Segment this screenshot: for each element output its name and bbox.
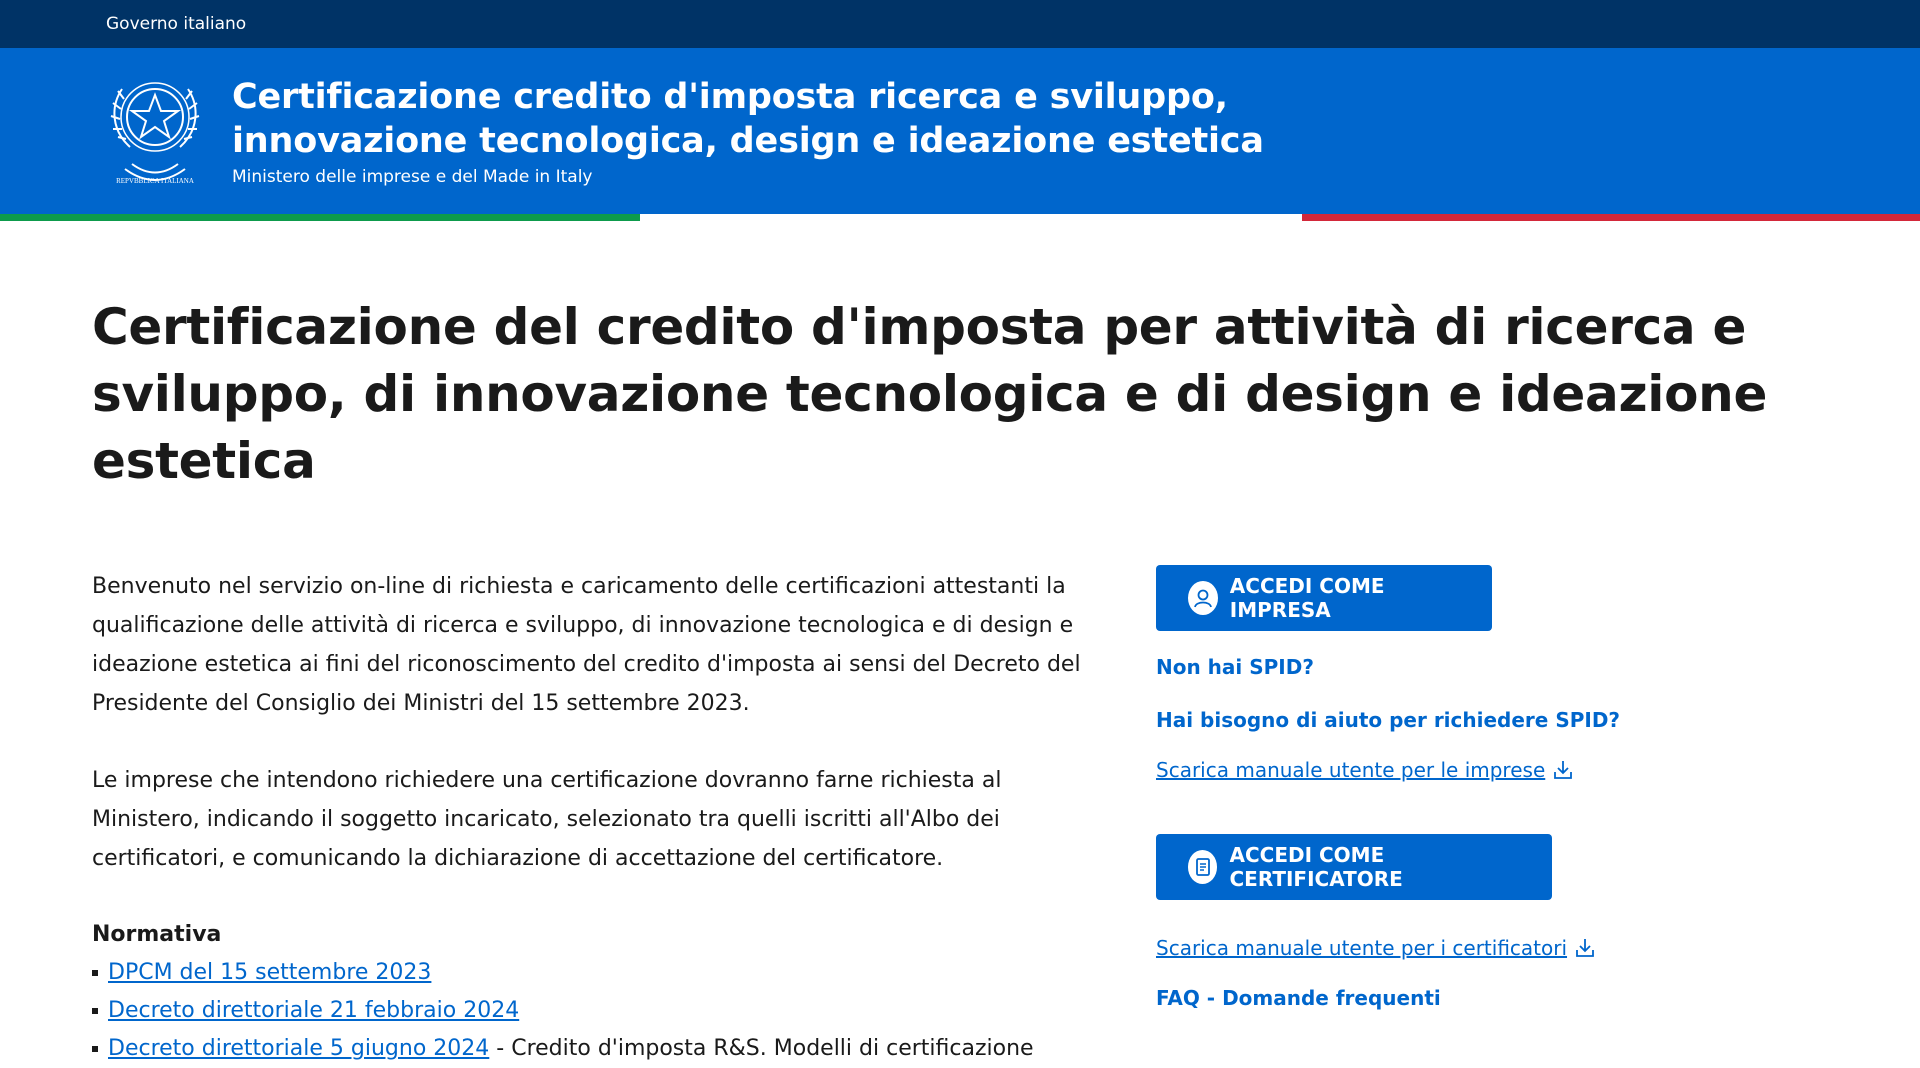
manuale-imprese-link[interactable] <box>1156 758 1575 782</box>
manuale-certificatori-link[interactable] <box>1156 936 1597 960</box>
intro-paragraph-1: Benvenuto nel servizio on-line di richiesta e caricamento delle certificazioni attestanti la qualificazione delle attività di ricerca e sviluppo, di innovazione tecnologica e di design e ideazione estetica ai fini del riconoscimento del credito d'imposta ai sensi del Decreto del Presidente del Consiglio dei Ministri del 15 settembre 2023. <box>92 574 1081 716</box>
brand-title-line2: innovazione tecnologica, design e ideazione estetica <box>232 121 1264 161</box>
aiuto-spid-link[interactable]: Hai bisogno di aiuto per richiedere SPID? <box>1156 708 1621 732</box>
intro-paragraph-2: Le imprese che intendono richiedere una certificazione dovranno farne richiesta al Ministero, indicando il soggetto incaricato, selezionato tra quelli iscritti all'Albo dei certificatori, e comunicando la dichiarazione di accettazione del certificatore. <box>92 768 1002 871</box>
page-title: Certificazione del credito d'imposta per attività di ricerca e sviluppo, di innovazione tecnologica e di design e ideazione estetica <box>92 298 1768 490</box>
slim-header <box>0 0 1920 48</box>
governo-italiano-link[interactable]: Governo italiano <box>106 14 247 34</box>
bullet-icon <box>92 1046 98 1052</box>
tricolor-bar <box>0 214 1920 221</box>
normativa-link-decreto-febbraio[interactable]: Decreto direttoriale 21 febbraio 2024 <box>108 998 520 1023</box>
bullet-icon <box>92 1008 98 1014</box>
tricolor-white <box>640 214 1302 221</box>
tricolor-green <box>0 214 640 221</box>
intro-column <box>92 567 1082 1068</box>
normativa-link-dpcm[interactable]: DPCM del 15 settembre 2023 <box>108 960 432 985</box>
bullet-icon <box>92 970 98 976</box>
tricolor-red <box>1302 214 1920 221</box>
user-icon <box>1188 581 1218 615</box>
faq-link[interactable]: FAQ - Domande frequenti <box>1156 986 1441 1010</box>
download-icon <box>1551 758 1575 782</box>
accedi-impresa-button[interactable] <box>1156 565 1492 631</box>
emblem-icon[interactable] <box>100 69 210 193</box>
manuale-imprese-label: Scarica manuale utente per le imprese <box>1156 758 1546 782</box>
access-column <box>1156 567 1676 1068</box>
normativa-item-description: - Credito d'imposta R&S. Modelli di certificazione <box>489 1036 1034 1061</box>
normativa-title: Normativa <box>92 922 222 947</box>
manuale-certificatori-label: Scarica manuale utente per i certificatori <box>1156 936 1568 960</box>
brand[interactable] <box>232 75 1264 187</box>
non-hai-spid-link[interactable]: Non hai SPID? <box>1156 655 1314 679</box>
main-content <box>0 567 1920 1068</box>
accedi-impresa-label: ACCEDI COME IMPRESA <box>1229 574 1385 622</box>
normativa-item <box>92 992 1082 1030</box>
normativa-link-decreto-giugno[interactable]: Decreto direttoriale 5 giugno 2024 <box>108 1036 490 1061</box>
brand-subtitle: Ministero delle imprese e del Made in Italy <box>232 167 593 187</box>
normativa-item <box>92 954 1082 992</box>
accedi-certificatore-label: ACCEDI COME CERTIFICATORE <box>1229 843 1403 891</box>
accedi-certificatore-button[interactable] <box>1156 834 1552 900</box>
normativa-list <box>92 954 1082 1068</box>
normativa-item <box>92 1030 1082 1068</box>
emblem-lettering: REPVBBLICA ITALIANA <box>116 177 194 185</box>
download-icon <box>1573 936 1597 960</box>
site-header <box>0 48 1920 214</box>
brand-title-line1: Certificazione credito d'imposta ricerca e sviluppo, <box>232 77 1228 117</box>
document-icon <box>1188 850 1217 884</box>
